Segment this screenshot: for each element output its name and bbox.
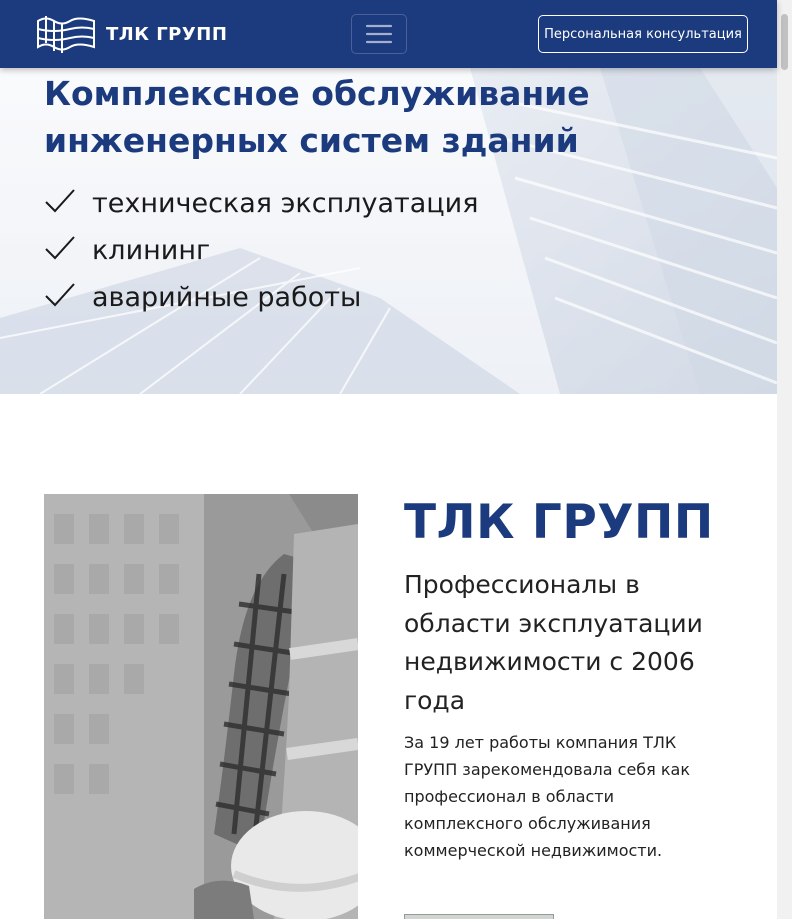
checkmark-icon <box>44 235 76 261</box>
brand-name: ТЛК ГРУПП <box>106 23 228 45</box>
service-label: аварийные работы <box>92 282 362 313</box>
brand-logo-link[interactable] <box>36 13 227 55</box>
about-text: За 19 лет работы компания ТЛК ГРУПП зарекомендовала себя как профессионал в области комплексного обслуживания коммерческой недвижимости. <box>404 733 690 860</box>
menu-toggle-button[interactable] <box>351 14 407 54</box>
worker-photo <box>44 494 358 919</box>
service-item <box>44 274 478 321</box>
scrollbar-thumb[interactable] <box>781 14 788 70</box>
service-item <box>44 180 478 227</box>
hero-section <box>0 68 777 394</box>
service-label: техническая эксплуатация <box>92 188 479 219</box>
worker-with-helmet-image <box>44 494 358 919</box>
navbar <box>0 0 777 68</box>
checkmark-icon <box>44 282 76 308</box>
brand-logo-icon <box>36 13 96 55</box>
services-list <box>44 180 478 321</box>
checkmark-icon <box>44 188 76 214</box>
hero-title: Комплексное обслуживание инженерных систем зданий <box>44 74 590 160</box>
about-subtitle: Профессионалы в области эксплуатации недвижимости с 2006 года <box>404 570 703 715</box>
service-label: клининг <box>92 235 211 266</box>
hamburger-icon <box>365 23 393 45</box>
service-item <box>44 227 478 274</box>
gallery-thumbnail[interactable] <box>404 914 554 919</box>
about-title: ТЛК ГРУПП <box>404 495 714 550</box>
page-scrollbar[interactable] <box>777 0 792 919</box>
consultation-button[interactable]: Персональная консультация <box>538 15 748 53</box>
